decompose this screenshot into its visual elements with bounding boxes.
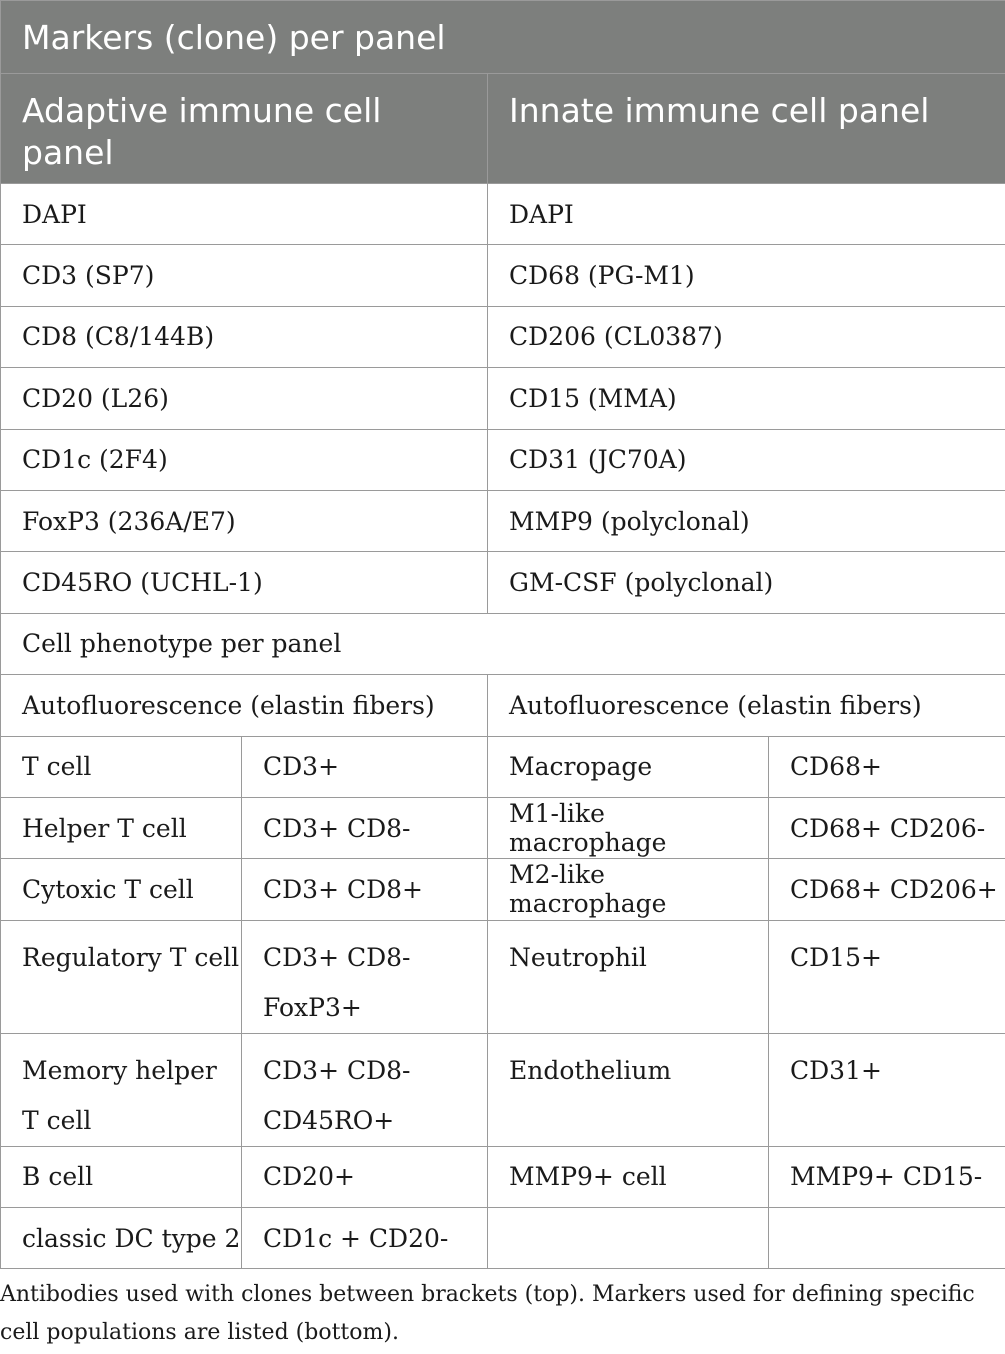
table-row [1, 1208, 1005, 1269]
adaptive-marker: CD45RO (UCHL-1) [1, 552, 488, 613]
adaptive-phenotype-marker: CD1c + CD20- [242, 1208, 488, 1269]
innate-cell [488, 1208, 769, 1269]
table-header-row [1, 74, 1005, 184]
phenotype-heading-row [1, 613, 1005, 674]
col-header-adaptive: Adaptive immune cell panel [1, 74, 488, 184]
table-row [1, 490, 1005, 551]
adaptive-phenotype-marker: CD3+ [242, 736, 488, 797]
table-row [1, 245, 1005, 306]
innate-autofluorescence: Autofluorescence (elastin fibers) [488, 675, 1005, 736]
table-row [1, 859, 1005, 920]
innate-phenotype-marker: CD31+ [769, 1033, 1005, 1146]
adaptive-cell: Cytoxic T cell [1, 859, 242, 920]
innate-cell: M1-like macrophage [488, 797, 769, 858]
table-row [1, 306, 1005, 367]
table-title-row [1, 1, 1005, 74]
table-row [1, 920, 1005, 1033]
table-row [1, 1146, 1005, 1207]
innate-cell: MMP9+ cell [488, 1146, 769, 1207]
innate-marker: DAPI [488, 184, 1005, 245]
innate-phenotype-marker: CD68+ CD206- [769, 797, 1005, 858]
adaptive-cell: T cell [1, 736, 242, 797]
table-row [1, 797, 1005, 858]
adaptive-phenotype-marker: CD3+ CD8- [242, 797, 488, 858]
adaptive-marker: DAPI [1, 184, 488, 245]
table-row [1, 552, 1005, 613]
table-row [1, 184, 1005, 245]
table-row [1, 368, 1005, 429]
adaptive-marker: FoxP3 (236A/E7) [1, 490, 488, 551]
adaptive-cell: B cell [1, 1146, 242, 1207]
col-header-innate: Innate immune cell panel [488, 74, 1005, 184]
adaptive-marker: CD20 (L26) [1, 368, 488, 429]
innate-marker: CD206 (CL0387) [488, 306, 1005, 367]
innate-marker: GM-CSF (polyclonal) [488, 552, 1005, 613]
adaptive-phenotype-marker: CD20+ [242, 1146, 488, 1207]
innate-cell: Macropage [488, 736, 769, 797]
table-caption: Antibodies used with clones between brackets (top). Markers used for defining specific cell populations are listed (bottom). [0, 1282, 975, 1345]
adaptive-cell: classic DC type 2 [1, 1208, 242, 1269]
innate-phenotype-marker: CD68+ CD206+ [769, 859, 1005, 920]
adaptive-cell: Memory helper T cell [1, 1033, 242, 1146]
innate-cell: M2-like macrophage [488, 859, 769, 920]
innate-phenotype-marker: CD15+ [769, 920, 1005, 1033]
adaptive-cell: Regulatory T cell [1, 920, 242, 1033]
innate-phenotype-marker: CD68+ [769, 736, 1005, 797]
adaptive-marker: CD8 (C8/144B) [1, 306, 488, 367]
innate-marker: CD15 (MMA) [488, 368, 1005, 429]
innate-marker: CD31 (JC70A) [488, 429, 1005, 490]
innate-marker: MMP9 (polyclonal) [488, 490, 1005, 551]
innate-cell: Endothelium [488, 1033, 769, 1146]
innate-cell: Neutrophil [488, 920, 769, 1033]
table-row [1, 429, 1005, 490]
adaptive-phenotype-marker: CD3+ CD8+ [242, 859, 488, 920]
innate-phenotype-marker [769, 1208, 1005, 1269]
phenotype-heading: Cell phenotype per panel [1, 613, 1005, 674]
adaptive-phenotype-marker: CD3+ CD8- FoxP3+ [242, 920, 488, 1033]
table-row [1, 736, 1005, 797]
adaptive-autofluorescence: Autofluorescence (elastin fibers) [1, 675, 488, 736]
table-row [1, 1033, 1005, 1146]
innate-marker: CD68 (PG-M1) [488, 245, 1005, 306]
adaptive-marker: CD1c (2F4) [1, 429, 488, 490]
innate-phenotype-marker: MMP9+ CD15- [769, 1146, 1005, 1207]
adaptive-cell: Helper T cell [1, 797, 242, 858]
adaptive-phenotype-marker: CD3+ CD8- CD45RO+ [242, 1033, 488, 1146]
table-title: Markers (clone) per panel [1, 1, 1005, 74]
table-row [1, 675, 1005, 736]
adaptive-marker: CD3 (SP7) [1, 245, 488, 306]
